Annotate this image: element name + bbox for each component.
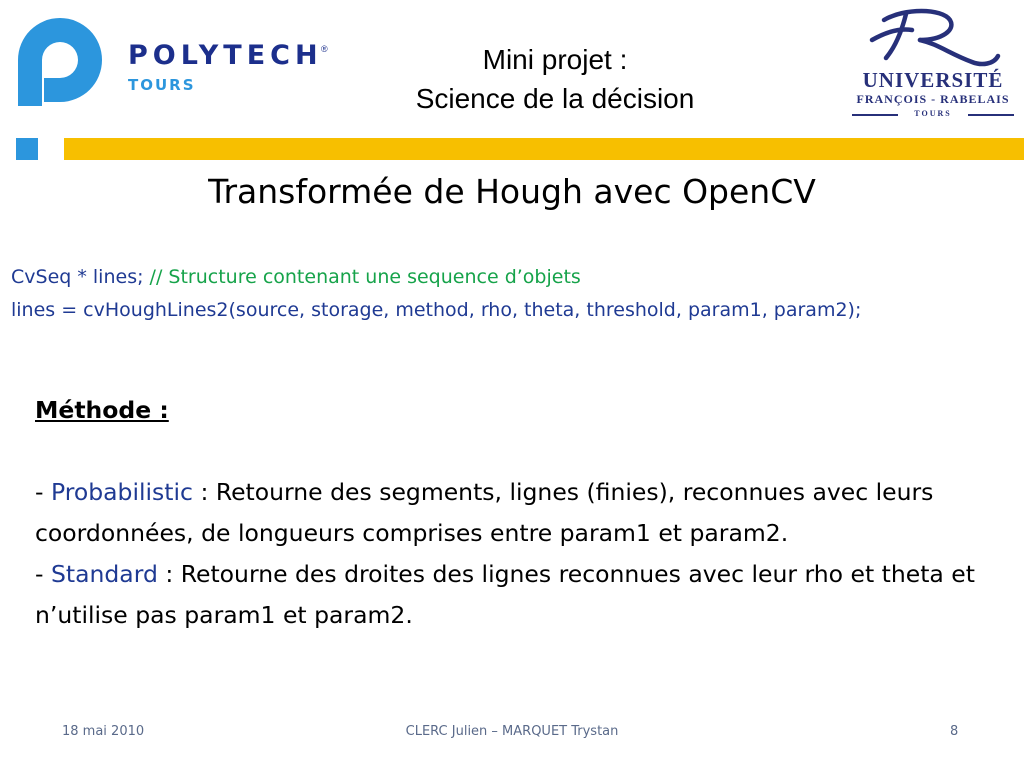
accent-square xyxy=(16,138,38,160)
code-line-2: lines = cvHoughLines2(source, storage, method, rho, theta, threshold, param1, param2); xyxy=(11,299,862,321)
university-logo-city: TOURS xyxy=(914,109,952,118)
polytech-logo-name: POLYTECH xyxy=(128,40,323,71)
bullet-text: : Retourne des droites des lignes reconnues avec leur rho et theta et n’utilise pas param1 et param2. xyxy=(35,560,975,629)
code-line-1 xyxy=(11,266,581,288)
slide-title: Transformée de Hough avec OpenCV xyxy=(208,172,816,211)
code-line-1-code: CvSeq * lines; xyxy=(11,266,144,288)
code-line-1-comment: // Structure contenant une sequence d’objets xyxy=(149,266,581,288)
accent-bar xyxy=(64,138,1024,160)
method-heading: Méthode : xyxy=(35,396,169,424)
bullet-text: : Retourne des segments, lignes (finies), reconnues avec leurs coordonnées, de longueurs comprises entre param1 et param2. xyxy=(35,478,934,547)
header-title xyxy=(380,40,730,118)
bullet-standard xyxy=(35,554,995,636)
polytech-registered-mark: ® xyxy=(321,44,328,54)
blank-line xyxy=(35,431,995,472)
polytech-logo-mark xyxy=(18,18,102,106)
header-title-line1: Mini projet : xyxy=(482,44,628,75)
footer-date: 18 mai 2010 xyxy=(62,724,145,739)
polytech-logo-sub: TOURS xyxy=(128,76,196,94)
bullet-probabilistic xyxy=(35,472,995,554)
university-logo-name: UNIVERSITÉ xyxy=(862,68,1004,92)
header-title-line2: Science de la décision xyxy=(415,83,695,114)
footer-authors: CLERC Julien – MARQUET Trystan xyxy=(405,724,619,739)
bullet-prefix: - xyxy=(35,560,51,588)
method-section xyxy=(35,390,995,636)
keyword-probabilistic: Probabilistic xyxy=(50,478,193,506)
footer-page-number: 8 xyxy=(950,724,959,739)
keyword-standard: Standard xyxy=(50,560,158,588)
bullet-prefix: - xyxy=(35,478,51,506)
university-r-emblem xyxy=(872,11,998,64)
university-logo-sub: FRANÇOIS - RABELAIS xyxy=(856,92,1010,106)
university-logo-rule-right xyxy=(968,114,1014,116)
